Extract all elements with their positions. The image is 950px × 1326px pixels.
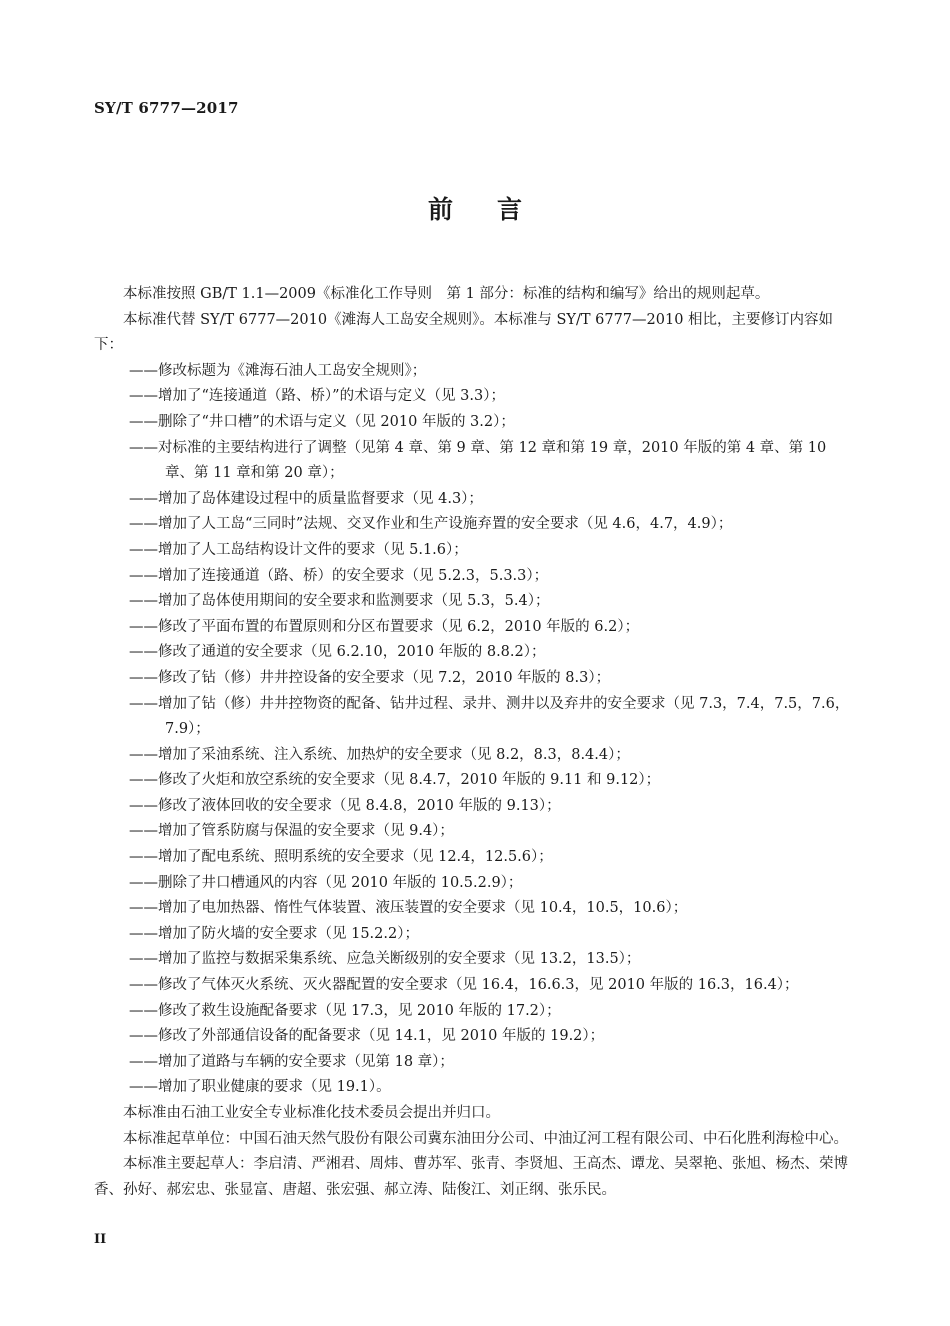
paragraph: 本标准主要起草人：李启清、严湘君、周炜、曹苏军、张青、李贤旭、王高杰、谭龙、吴翠艳、张旭、杨杰、荣博香、孙好、郝宏忠、张显富、唐超、张宏强、郝立涛、陆俊江、刘正纲、张乐民。 bbox=[94, 1156, 848, 1198]
list-item: ——增加了连接通道（路、桥）的安全要求（见 5.2.3，5.3.3）； bbox=[129, 567, 549, 584]
list-item: ——增加了人工岛结构设计文件的要求（见 5.1.6）； bbox=[129, 541, 468, 558]
paragraph: 本标准代替 SY/T 6777—2010《滩海人工岛安全规则》。本标准与 SY/T 6777—2010 相比，主要修订内容如下： bbox=[94, 311, 834, 354]
paragraph: 本标准按照 GB/T 1.1—2009《标准化工作导则 第 1 部分：标准的结构和编写》给出的规则起草。 bbox=[123, 286, 770, 302]
list-item: ——增加了钻（修）井井控物资的配备、钻井过程、录井、测井以及弃井的安全要求（见 7.3，7.4，7.5，7.6，7.9）； bbox=[129, 695, 850, 738]
list-item: ——增加了“连接通道（路、桥）”的术语与定义（见 3.3）； bbox=[129, 388, 505, 405]
page-title: 前言 bbox=[427, 195, 566, 224]
list-item: ——增加了岛体建设过程中的质量监督要求（见 4.3）； bbox=[129, 490, 483, 507]
list-item: ——修改了救生设施配备要求（见 17.3，见 2010 年版的 17.2）； bbox=[129, 1002, 561, 1019]
list-item: ——增加了电加热器、惰性气体装置、液压装置的安全要求（见 10.4，10.5，10.6）； bbox=[129, 900, 688, 917]
change-list bbox=[94, 359, 854, 1101]
list-item: ——修改了液体回收的安全要求（见 8.4.8，2010 年版的 9.13）； bbox=[129, 797, 561, 814]
list-item: ——修改了通道的安全要求（见 6.2.10，2010 年版的 8.8.2）； bbox=[129, 644, 546, 661]
list-item: ——修改了外部通信设备的配备要求（见 14.1，见 2010 年版的 19.2）； bbox=[129, 1028, 605, 1045]
list-item: ——增加了道路与车辆的安全要求（见第 18 章）； bbox=[129, 1053, 454, 1070]
list-item: ——增加了配电系统、照明系统的安全要求（见 12.4，12.5.6）； bbox=[129, 849, 553, 866]
standard-code: SY/T 6777—2017 bbox=[94, 99, 239, 117]
list-item: ——增加了人工岛“三同时”法规、交叉作业和生产设施弃置的安全要求（见 4.6，4.7，4.9）； bbox=[129, 516, 733, 533]
list-item: ——修改了气体灭火系统、灭火器配置的安全要求（见 16.4，16.6.3，见 2010 年版的 16.3，16.4）； bbox=[129, 977, 799, 994]
list-item: ——增加了职业健康的要求（见 19.1）。 bbox=[129, 1079, 391, 1096]
foreword-body bbox=[94, 282, 854, 1203]
list-item: ——增加了监控与数据采集系统、应急关断级别的安全要求（见 13.2，13.5）； bbox=[129, 951, 641, 968]
list-item: ——增加了岛体使用期间的安全要求和监测要求（见 5.3，5.4）； bbox=[129, 593, 550, 610]
list-item: ——删除了井口槽通风的内容（见 2010 年版的 10.5.2.9）； bbox=[129, 874, 523, 891]
paragraph: 本标准起草单位：中国石油天然气股份有限公司冀东油田分公司、中油辽河工程有限公司、中石化胜利海检中心。 bbox=[123, 1130, 848, 1147]
list-item: ——修改了平面布置的布置原则和分区布置要求（见 6.2，2010 年版的 6.2）； bbox=[129, 618, 640, 635]
list-item: ——增加了防火墙的安全要求（见 15.2.2）； bbox=[129, 925, 419, 942]
list-item: ——修改标题为《滩海石油人工岛安全规则》； bbox=[129, 362, 427, 379]
list-item: ——对标准的主要结构进行了调整（见第 4 章、第 9 章、第 12 章和第 19 章，2010 年版的第 4 章、第 10 章、第 11 章和第 20 章）； bbox=[129, 439, 827, 482]
paragraph: 本标准由石油工业安全专业标准化技术委员会提出并归口。 bbox=[123, 1105, 500, 1121]
list-item: ——增加了管系防腐与保温的安全要求（见 9.4）； bbox=[129, 823, 454, 840]
list-item: ——修改了火炬和放空系统的安全要求（见 8.4.7，2010 年版的 9.11 和 9.12）； bbox=[129, 772, 661, 789]
list-item: ——增加了采油系统、注入系统、加热炉的安全要求（见 8.2，8.3，8.4.4）； bbox=[129, 746, 630, 763]
list-item: ——删除了“井口槽”的术语与定义（见 2010 年版的 3.2）； bbox=[129, 413, 515, 430]
list-item: ——修改了钻（修）井井控设备的安全要求（见 7.2，2010 年版的 8.3）； bbox=[129, 669, 611, 686]
page-number: II bbox=[94, 1232, 107, 1247]
